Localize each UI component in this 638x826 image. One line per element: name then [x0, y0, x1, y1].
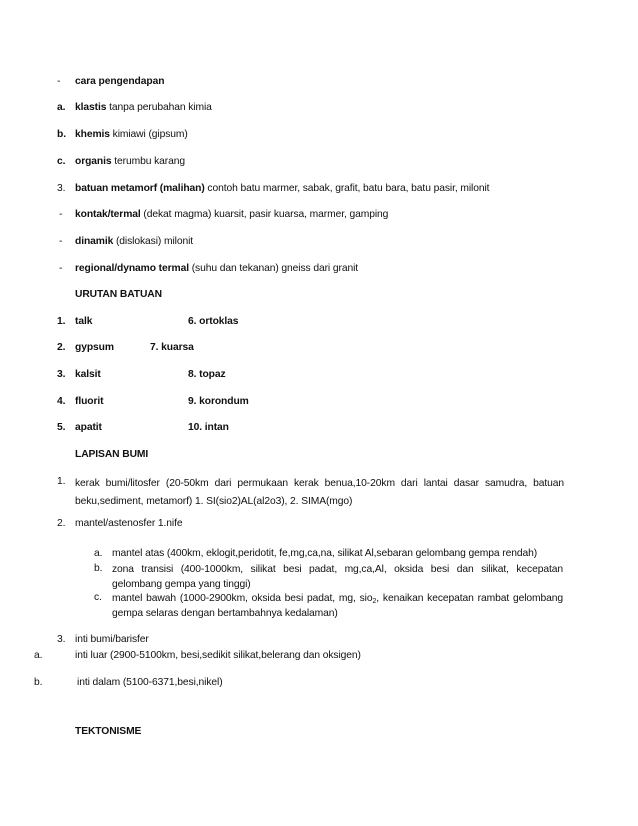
- term: organis: [75, 156, 112, 167]
- section-heading: TEKTONISME: [75, 726, 142, 737]
- description: (dislokasi) milonit: [113, 236, 194, 247]
- mineral-name: 8. topaz: [188, 369, 226, 380]
- row-number: 1.: [57, 316, 66, 327]
- list-bullet: -: [57, 76, 61, 87]
- paragraph: inti dalam (5100-6371,besi,nikel): [77, 677, 223, 688]
- paragraph: inti luar (2900-5100km, besi,sedikit silikat,belerang dan oksigen): [75, 650, 361, 661]
- description: contoh batu marmer, sabak, grafit, batu bara, batu pasir, milonit: [204, 183, 490, 194]
- list-marker: b.: [94, 563, 103, 574]
- description: (dekat magma) kuarsit, pasir kuarsa, marmer, gamping: [140, 209, 389, 220]
- list-marker: 1.: [57, 476, 66, 487]
- row-number: 4.: [57, 396, 66, 407]
- term: regional/dynamo termal: [75, 263, 189, 274]
- list-marker: a.: [34, 650, 43, 661]
- paragraph: kerak bumi/litosfer (20-50km dari permukaan kerak benua,10-20km dari lantai dasar samudra, batuan beku,sediment, metamorf) 1. SI(sio2)AL(al2o3), 2. SIMA(mgo): [75, 478, 564, 507]
- list-marker: c.: [94, 592, 102, 603]
- row-number: 2.: [57, 342, 66, 353]
- section-heading: URUTAN BATUAN: [75, 289, 162, 300]
- mineral-name: kalsit: [75, 369, 101, 380]
- mineral-name: talk: [75, 316, 93, 327]
- paragraph: mantel atas (400km, eklogit,peridotit, fe,mg,ca,na, silikat Al,sebaran gelombang gempa rendah): [112, 548, 538, 559]
- paragraph: zona transisi (400-1000km, silikat besi padat, mg,ca,Al, oksida besi dan silikat, kecepatan gelombang gempa yang tinggi): [112, 564, 563, 590]
- term: dinamik: [75, 236, 114, 247]
- term: khemis: [75, 129, 110, 140]
- list-marker: 2.: [57, 518, 66, 529]
- paragraph: mantel/astenosfer 1.nife: [75, 518, 183, 529]
- mineral-name: apatit: [75, 422, 102, 433]
- term: kontak/termal: [75, 209, 141, 220]
- section-title: cara pengendapan: [75, 76, 165, 87]
- paragraph: inti bumi/barisfer: [75, 634, 149, 645]
- description: kimiawi (gipsum): [109, 129, 188, 140]
- list-marker: 3.: [57, 634, 66, 645]
- paragraph: mantel bawah (1000-2900km, oksida besi padat, mg, sio$_2$, kenaikan kecepatan rambat gelombang gempa selaras dengan bertambahnya kedalaman): [112, 593, 564, 619]
- list-marker: b.: [34, 677, 43, 688]
- section-heading: LAPISAN BUMI: [75, 449, 149, 460]
- list-marker: b.: [57, 129, 66, 140]
- row-number: 5.: [57, 422, 66, 433]
- list-marker: c.: [57, 156, 66, 167]
- mineral-name: 6. ortoklas: [188, 316, 239, 327]
- list-marker: a.: [94, 548, 103, 559]
- list-marker: a.: [57, 102, 66, 113]
- mineral-name: 9. korondum: [188, 396, 249, 407]
- row-number: 3.: [57, 369, 66, 380]
- list-marker: 3.: [57, 183, 66, 194]
- description: (suhu dan tekanan) gneiss dari granit: [188, 263, 359, 274]
- mineral-name: 10. intan: [188, 422, 229, 433]
- list-bullet: -: [59, 236, 63, 247]
- list-bullet: -: [59, 209, 63, 220]
- description: tanpa perubahan kimia: [106, 102, 212, 113]
- description: terumbu karang: [111, 156, 185, 167]
- mineral-name: 7. kuarsa: [150, 342, 194, 353]
- list-bullet: -: [59, 263, 63, 274]
- mineral-name: fluorit: [75, 396, 104, 407]
- term: klastis: [75, 102, 107, 113]
- term: batuan metamorf (malihan): [75, 183, 205, 194]
- mineral-name: gypsum: [75, 342, 114, 353]
